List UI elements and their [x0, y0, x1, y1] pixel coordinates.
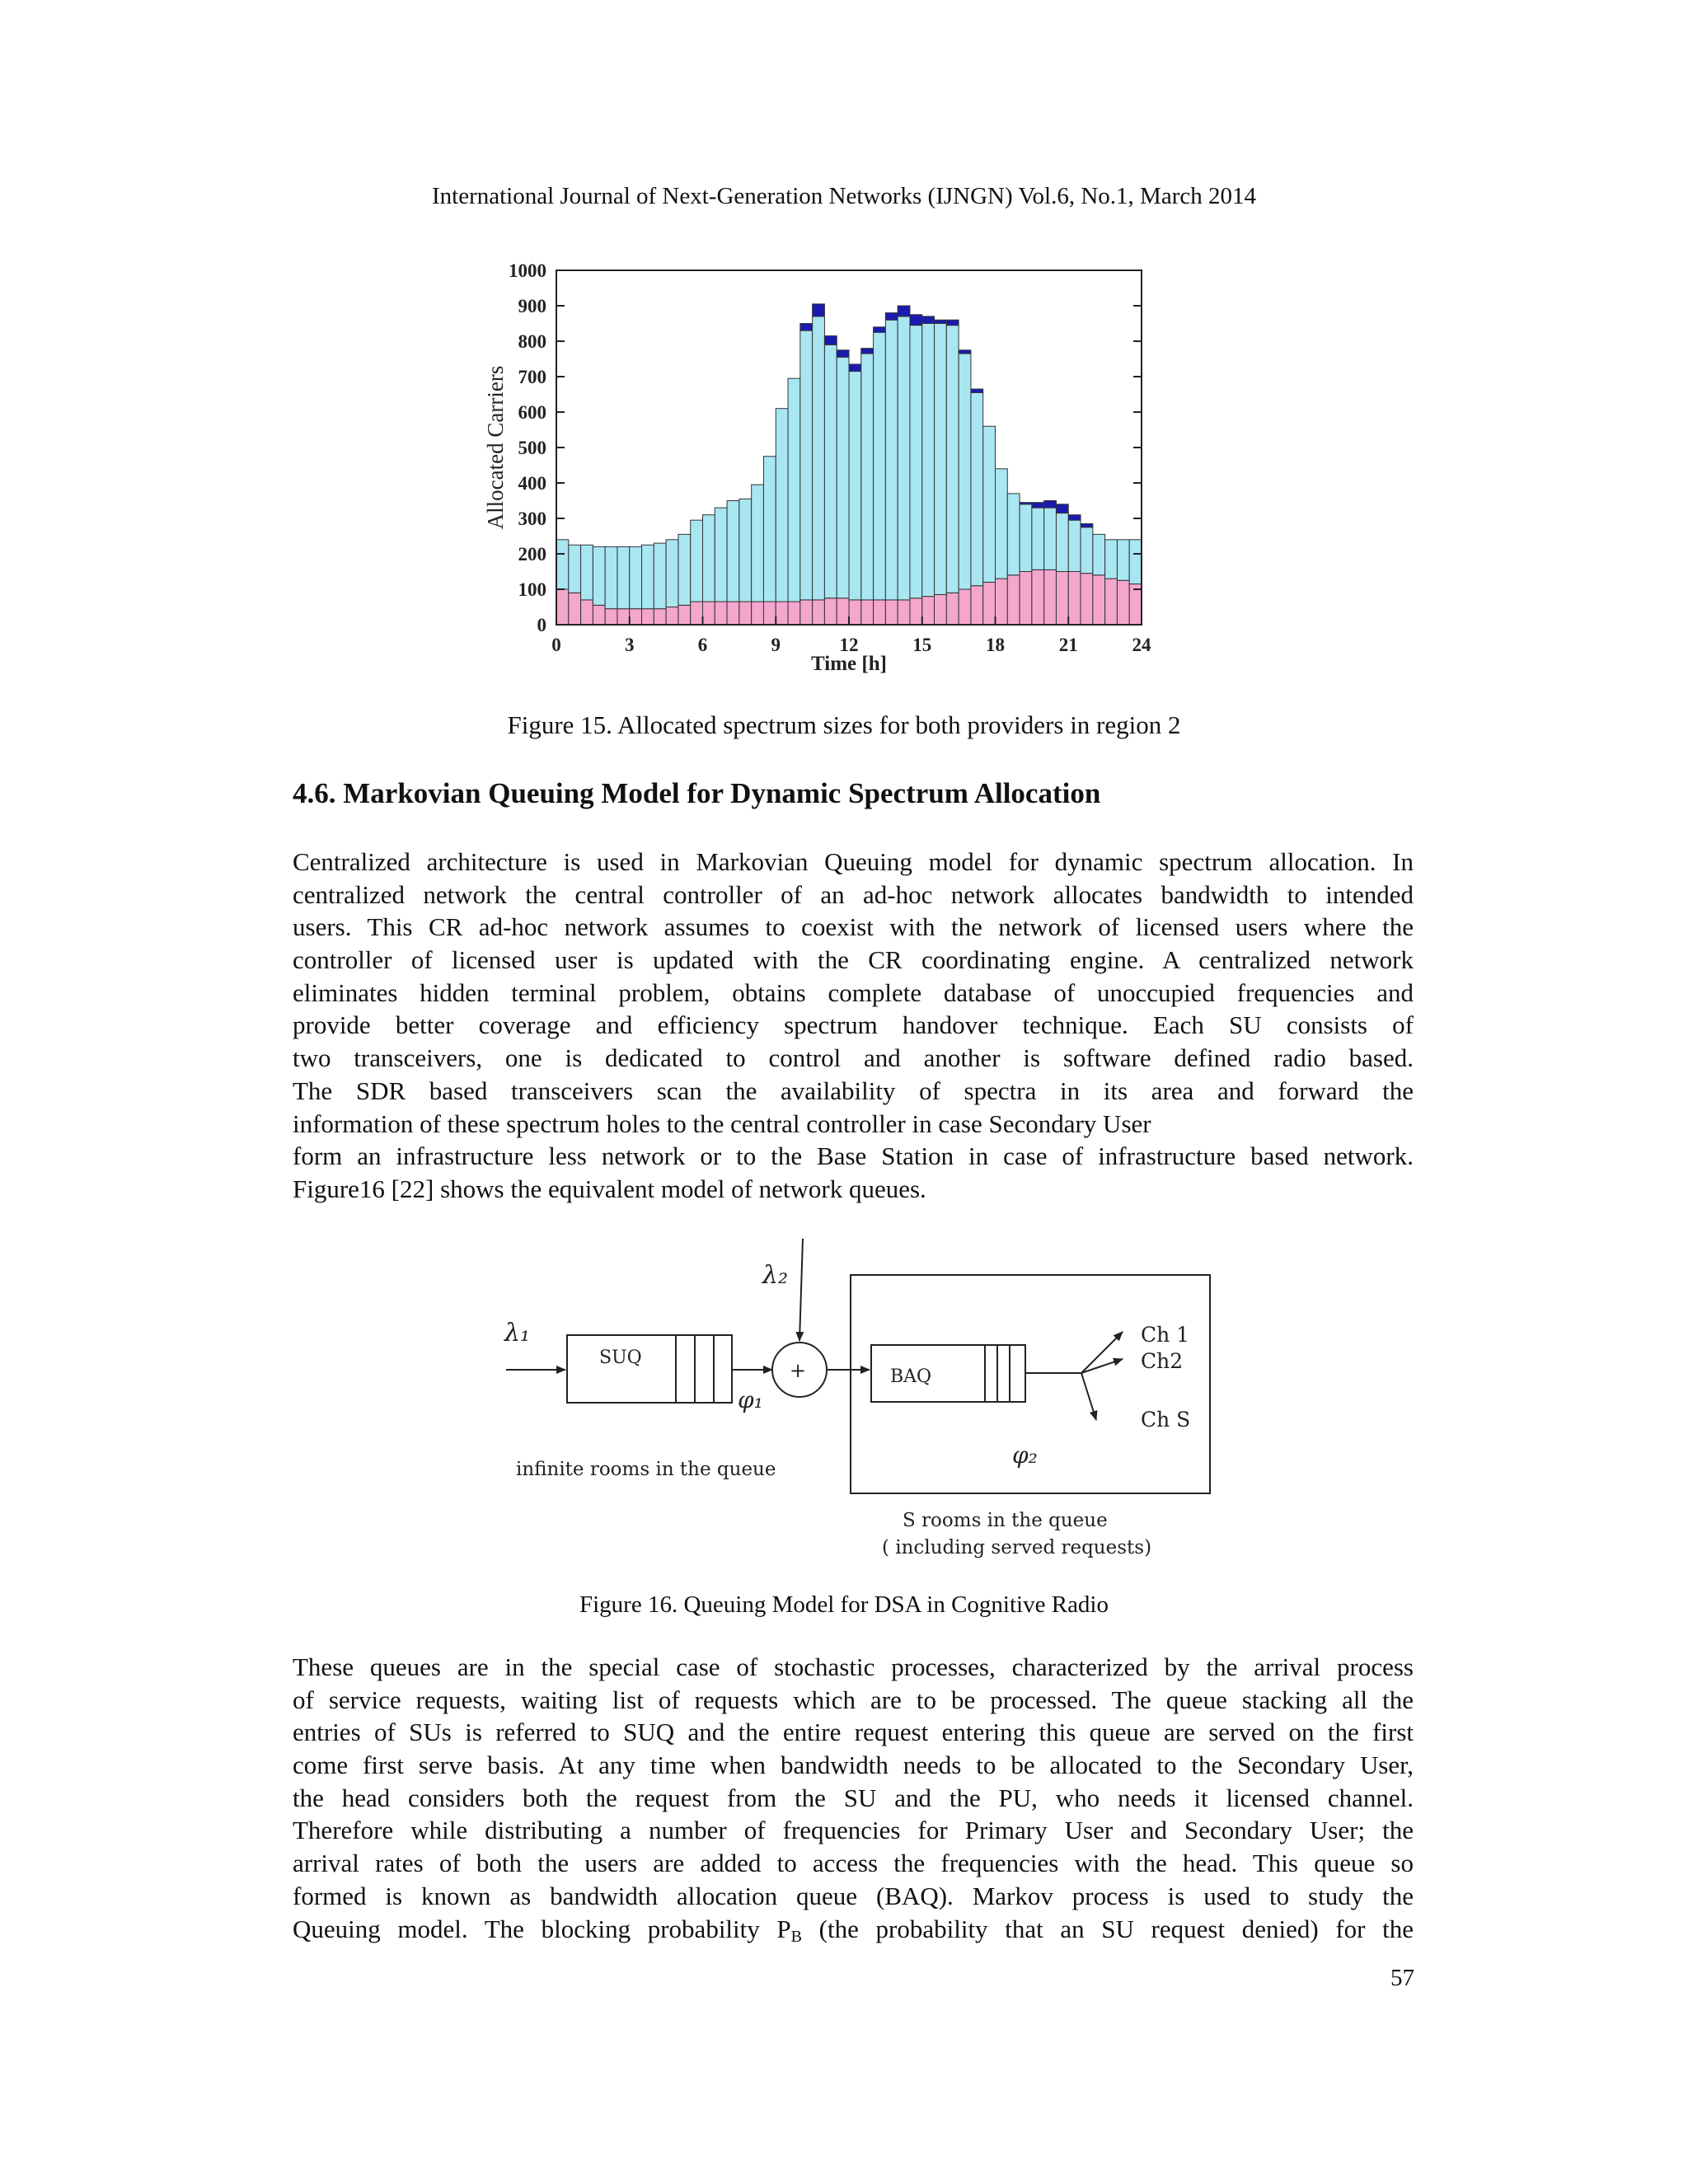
- y-tick-label: 200: [518, 544, 546, 565]
- phi2-label: φ₂: [1012, 1441, 1038, 1469]
- bar-provider-1-37: [1007, 575, 1020, 625]
- bar-provider-2-21: [813, 316, 825, 600]
- bar-provider-2-22: [824, 344, 837, 598]
- bar-provider-1-27: [885, 600, 898, 625]
- x-tick-label: 24: [1132, 635, 1151, 655]
- figure-16-caption: Figure 16. Queuing Model for DSA in Cognitive Radio: [579, 1591, 1109, 1618]
- y-tick-label: 0: [537, 615, 546, 635]
- bar-provider-2-1: [569, 545, 581, 593]
- bar-provider-2-25: [861, 354, 874, 600]
- ch2-label: Ch2: [1141, 1349, 1184, 1373]
- bar-provider-1-20: [800, 600, 813, 625]
- bar-provider-2-16: [752, 485, 764, 602]
- bar-provider-1-30: [922, 597, 935, 625]
- bar-provider-2-37: [1007, 494, 1020, 575]
- x-tick-label: 3: [625, 635, 635, 655]
- bar-provider-1-35: [983, 582, 996, 625]
- bar-provider-1-14: [727, 602, 739, 625]
- bar-provider-2-26: [874, 332, 886, 600]
- bar-provider-1-6: [630, 609, 642, 625]
- journal-header: International Journal of Next-Generation Networks (IJNGN) Vol.6, No.1, March 2014: [431, 183, 1256, 209]
- paragraph-line: controller of licensed user is updated with the CR coordinating engine. A centralized network: [293, 945, 1414, 975]
- x-tick-label: 9: [771, 635, 781, 655]
- paragraph-line: users. This CR ad-hoc network assumes to coexist with the network of licensed users where the: [293, 912, 1414, 942]
- bar-provider-1-12: [703, 602, 715, 625]
- bar-provider-2-42: [1068, 520, 1081, 571]
- lambda2-arrow: [799, 1239, 803, 1341]
- suq-queue: [567, 1335, 732, 1403]
- bar-provider-2-6: [630, 546, 642, 608]
- bar-provider-2-14: [727, 501, 739, 602]
- bar-provider-1-15: [739, 602, 752, 625]
- phi1-label: φ₁: [738, 1386, 763, 1413]
- bar-provider-2-5: [617, 546, 630, 608]
- bar-provider-1-7: [642, 609, 654, 625]
- bar-provider-2-30: [922, 324, 935, 597]
- lambda1-label: λ₁: [504, 1319, 531, 1347]
- bar-provider-1-28: [898, 600, 910, 625]
- bar-provider-2-36: [996, 469, 1008, 579]
- queuing-model-diagram: [495, 1232, 1220, 1578]
- bar-provider-2-38: [1020, 504, 1032, 572]
- suq-label: SUQ: [599, 1347, 642, 1368]
- bar-provider-1-10: [678, 605, 691, 625]
- bar-provider-1-43: [1081, 574, 1093, 625]
- bar-shortfall-27: [885, 313, 898, 321]
- bar-shortfall-20: [800, 324, 813, 331]
- bar-provider-2-3: [593, 546, 605, 605]
- paragraph-line: arrival rates of both the users are added to access the frequencies with the head. This queue so: [293, 1849, 1414, 1878]
- paragraph-line: come first serve basis. At any time when bandwidth needs to be allocated to the Secondary User,: [293, 1750, 1414, 1780]
- bar-provider-2-2: [581, 545, 593, 600]
- bar-provider-2-27: [885, 320, 898, 600]
- x-tick-label: 6: [697, 635, 708, 655]
- bar-shortfall-29: [910, 315, 922, 326]
- y-tick-label: 600: [518, 402, 546, 423]
- bar-shortfall-31: [935, 320, 947, 323]
- bar-provider-2-10: [678, 534, 691, 605]
- bar-shortfall-42: [1068, 515, 1081, 520]
- x-tick-label: 15: [912, 635, 932, 655]
- bar-provider-2-18: [776, 409, 788, 602]
- bar-provider-1-22: [824, 598, 837, 625]
- infinite-rooms-note: infinite rooms in the queue: [516, 1459, 776, 1480]
- lambda2-label: λ₂: [762, 1261, 789, 1290]
- bar-shortfall-33: [959, 350, 971, 354]
- bar-provider-2-41: [1056, 513, 1068, 572]
- bar-provider-2-39: [1032, 508, 1044, 569]
- bar-provider-1-26: [874, 600, 886, 625]
- bar-provider-1-40: [1044, 569, 1057, 625]
- y-tick-label: 300: [518, 509, 546, 529]
- bar-provider-1-16: [752, 602, 764, 625]
- paragraph-line: The SDR based transceivers scan the availability of spectra in its area and forward the: [293, 1076, 1414, 1105]
- bar-provider-1-42: [1068, 572, 1081, 626]
- bar-shortfall-21: [813, 304, 825, 316]
- paragraph-line: information of these spectrum holes to the central controller in case Secondary User: [293, 1108, 1151, 1138]
- bar-provider-1-1: [569, 593, 581, 625]
- bar-shortfall-34: [971, 389, 983, 392]
- bar-provider-1-4: [605, 609, 617, 625]
- bar-provider-2-40: [1044, 508, 1057, 569]
- y-tick-label: 900: [518, 296, 546, 316]
- bar-provider-2-44: [1093, 534, 1105, 574]
- bar-provider-1-34: [971, 586, 983, 625]
- x-tick-label: 18: [986, 635, 1005, 655]
- bar-shortfall-39: [1032, 503, 1044, 508]
- bar-provider-1-29: [910, 598, 922, 625]
- paragraph-line-last: [293, 1913, 1414, 1946]
- bar-provider-2-17: [763, 457, 776, 602]
- bar-provider-1-45: [1105, 579, 1118, 625]
- bar-provider-1-32: [946, 593, 959, 625]
- paragraph-line: form an infrastructure less network or to the Base Station in case of infrastructure based network.: [293, 1141, 1414, 1171]
- bar-provider-2-13: [715, 508, 727, 602]
- ch1-label: Ch 1: [1141, 1323, 1190, 1347]
- bar-provider-1-3: [593, 605, 605, 625]
- bar-provider-1-24: [849, 600, 861, 625]
- x-axis-label: Time [h]: [811, 653, 887, 675]
- bar-provider-2-9: [666, 540, 678, 607]
- bar-provider-2-20: [800, 330, 813, 600]
- page-number: 57: [1390, 1965, 1414, 1991]
- bar-provider-2-43: [1081, 527, 1093, 574]
- bar-shortfall-23: [837, 350, 849, 358]
- bar-provider-2-8: [654, 543, 666, 609]
- bar-provider-2-28: [898, 316, 910, 600]
- paragraph-line: These queues are in the special case of stochastic processes, characterized by the arrival process: [293, 1652, 1414, 1681]
- paragraph-line: Figure16 [22] shows the equivalent model of network queues.: [293, 1174, 926, 1203]
- bar-provider-1-39: [1032, 569, 1044, 625]
- x-tick-label: 0: [551, 635, 561, 655]
- paragraph-line: entries of SUs is referred to SUQ and the entire request entering this queue are served on the first: [293, 1718, 1414, 1747]
- bar-provider-1-2: [581, 600, 593, 625]
- section-title: 4.6. Markovian Queuing Model for Dynamic Spectrum Allocation: [293, 777, 1101, 809]
- baq-label: BAQ: [890, 1366, 932, 1387]
- bar-provider-2-15: [739, 499, 752, 602]
- bar-provider-2-11: [691, 520, 703, 602]
- bar-provider-1-11: [691, 602, 703, 625]
- bar-provider-2-33: [959, 354, 971, 589]
- paragraph-line: eliminates hidden terminal problem, obtains complete database of unoccupied frequencies and: [293, 977, 1414, 1007]
- bar-shortfall-25: [861, 349, 874, 354]
- y-tick-label: 700: [518, 367, 546, 387]
- subscript-b: B: [790, 1927, 803, 1946]
- bar-provider-1-13: [715, 602, 727, 625]
- bar-provider-2-29: [910, 326, 922, 598]
- bar-provider-2-23: [837, 357, 849, 598]
- bar-provider-1-36: [996, 579, 1008, 625]
- bar-provider-1-5: [617, 609, 630, 625]
- paragraph-line: provide better coverage and efficiency spectrum handover technique. Each SU consists of: [293, 1010, 1414, 1040]
- bar-provider-2-12: [703, 515, 715, 602]
- bar-provider-1-9: [666, 607, 678, 626]
- bar-provider-1-8: [654, 609, 666, 625]
- paragraph-line: Therefore while distributing a number of frequencies for Primary User and Secondary User; the: [293, 1816, 1414, 1845]
- bar-provider-1-23: [837, 598, 849, 625]
- y-tick-label: 400: [518, 473, 546, 494]
- paragraph-line: formed is known as bandwidth allocation queue (BAQ). Markov process is used to study the: [293, 1881, 1414, 1910]
- chs-label: Ch S: [1141, 1408, 1191, 1432]
- bar-shortfall-26: [874, 327, 886, 332]
- bar-provider-2-32: [946, 326, 959, 593]
- paragraph-line: of service requests, waiting list of requests which are to be processed. The queue stacking all the: [293, 1685, 1414, 1714]
- y-tick-label: 100: [518, 579, 546, 600]
- paragraph-line: Centralized architecture is used in Markovian Queuing model for dynamic spectrum allocation. In: [293, 847, 1414, 876]
- paragraph-line: the head considers both the request from the SU and the PU, who needs it licensed channel.: [293, 1783, 1414, 1812]
- bar-shortfall-43: [1081, 523, 1093, 527]
- bar-provider-1-25: [861, 600, 874, 625]
- section-paragraph: [293, 846, 1414, 1206]
- text-run: (the probability that an SU request denied) for the: [802, 1914, 1414, 1943]
- y-tick-label: 800: [518, 331, 546, 352]
- y-tick-label: 1000: [509, 260, 546, 281]
- bar-provider-1-17: [763, 602, 776, 625]
- bar-shortfall-32: [946, 320, 959, 325]
- bar-shortfall-30: [922, 316, 935, 324]
- x-tick-label: 12: [839, 635, 859, 655]
- bar-provider-1-19: [788, 602, 800, 625]
- bar-provider-2-0: [556, 540, 569, 589]
- bar-provider-2-19: [788, 378, 800, 602]
- bar-provider-2-47: [1129, 540, 1142, 584]
- served-requests-note: ( including served requests): [882, 1537, 1152, 1558]
- paragraph-line: centralized network the central controller of an ad-hoc network allocates bandwidth to intended: [293, 879, 1414, 909]
- bar-provider-1-0: [556, 589, 569, 625]
- bar-provider-2-45: [1105, 540, 1118, 579]
- bar-shortfall-40: [1044, 501, 1057, 509]
- allocated-carriers-chart: [470, 254, 1179, 682]
- bar-shortfall-22: [824, 336, 837, 345]
- bar-provider-2-34: [971, 392, 983, 585]
- plus-sign: +: [790, 1359, 807, 1382]
- bar-provider-2-35: [983, 426, 996, 582]
- bar-provider-2-7: [642, 545, 654, 608]
- bar-provider-1-18: [776, 602, 788, 625]
- bar-provider-1-44: [1093, 575, 1105, 625]
- text-run: Queuing model. The blocking probability P: [293, 1914, 791, 1943]
- bar-provider-1-41: [1056, 572, 1068, 626]
- bar-provider-1-21: [813, 600, 825, 625]
- figure-15-caption: Figure 15. Allocated spectrum sizes for both providers in region 2: [507, 710, 1181, 739]
- chs-arrow: [1081, 1373, 1096, 1420]
- s-rooms-note: S rooms in the queue: [903, 1510, 1108, 1531]
- bar-provider-2-31: [935, 324, 947, 595]
- y-tick-label: 500: [518, 438, 546, 458]
- bar-provider-1-33: [959, 589, 971, 625]
- bar-shortfall-41: [1056, 504, 1068, 513]
- paragraph-line: two transceivers, one is dedicated to control and another is software defined radio based.: [293, 1043, 1414, 1073]
- bar-provider-1-31: [935, 594, 947, 625]
- body-paragraph: [293, 1651, 1414, 1945]
- bar-provider-1-46: [1117, 580, 1129, 625]
- bar-provider-2-46: [1117, 540, 1129, 580]
- bar-shortfall-24: [849, 364, 861, 372]
- bar-provider-2-24: [849, 372, 861, 600]
- bar-shortfall-28: [898, 306, 910, 316]
- x-tick-label: 21: [1058, 635, 1078, 655]
- bar-provider-1-38: [1020, 572, 1032, 626]
- bar-provider-2-4: [605, 546, 617, 608]
- bar-shortfall-38: [1020, 503, 1032, 504]
- y-axis-label: Allocated Carriers: [483, 365, 508, 530]
